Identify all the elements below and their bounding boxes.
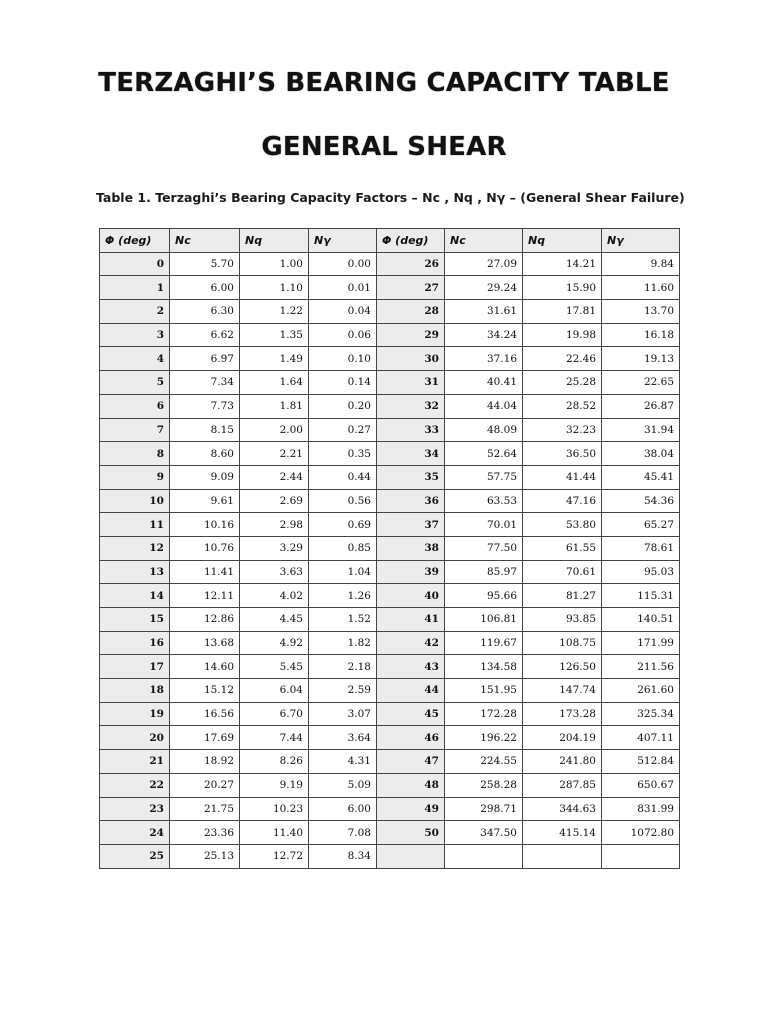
table-header-row <box>100 229 680 253</box>
cell-phi-left: 20 <box>100 726 170 750</box>
cell-nq-left: 4.02 <box>240 584 309 608</box>
cell-ngamma-right: 95.03 <box>602 560 680 584</box>
cell-nc-right: 106.81 <box>445 608 523 632</box>
cell-phi-left: 0 <box>100 252 170 276</box>
cell-nc-right: 48.09 <box>445 418 523 442</box>
cell-nc-left: 18.92 <box>170 750 240 774</box>
cell-nq-right: 25.28 <box>523 371 602 395</box>
cell-ngamma-right: 65.27 <box>602 513 680 537</box>
cell-nq-right: 93.85 <box>523 608 602 632</box>
cell-phi-right: 40 <box>377 584 445 608</box>
cell-nq-left: 1.64 <box>240 371 309 395</box>
cell-phi-left: 6 <box>100 394 170 418</box>
table-row <box>100 489 680 513</box>
cell-nq-right: 32.23 <box>523 418 602 442</box>
cell-nc-left: 6.00 <box>170 276 240 300</box>
cell-nq-left: 1.81 <box>240 394 309 418</box>
cell-phi-left: 15 <box>100 608 170 632</box>
cell-ngamma-right: 9.84 <box>602 252 680 276</box>
cell-phi-left: 12 <box>100 536 170 560</box>
table-row <box>100 773 680 797</box>
cell-ngamma-right: 1072.80 <box>602 821 680 845</box>
cell-phi-right: 26 <box>377 252 445 276</box>
cell-nc-right: 85.97 <box>445 560 523 584</box>
cell-phi-right: 36 <box>377 489 445 513</box>
cell-ngamma-right: 115.31 <box>602 584 680 608</box>
cell-nq-right: 126.50 <box>523 655 602 679</box>
cell-ngamma-left: 2.18 <box>309 655 377 679</box>
cell-nc-left: 21.75 <box>170 797 240 821</box>
table-row <box>100 371 680 395</box>
cell-phi-right <box>377 844 445 868</box>
cell-phi-left: 22 <box>100 773 170 797</box>
cell-nq-right: 108.75 <box>523 631 602 655</box>
cell-nq-left: 6.70 <box>240 702 309 726</box>
cell-phi-right: 28 <box>377 300 445 324</box>
cell-ngamma-left: 3.64 <box>309 726 377 750</box>
cell-nc-left: 7.34 <box>170 371 240 395</box>
cell-nc-right: 31.61 <box>445 300 523 324</box>
cell-nq-right <box>523 844 602 868</box>
cell-ngamma-left: 4.31 <box>309 750 377 774</box>
cell-phi-left: 24 <box>100 821 170 845</box>
cell-nc-right: 77.50 <box>445 536 523 560</box>
header-phi-left: Φ (deg) <box>100 229 170 253</box>
cell-nq-right: 287.85 <box>523 773 602 797</box>
table-row <box>100 418 680 442</box>
bearing-capacity-table <box>99 228 680 869</box>
cell-nq-left: 2.44 <box>240 465 309 489</box>
cell-nq-right: 36.50 <box>523 442 602 466</box>
table-row <box>100 442 680 466</box>
cell-ngamma-right: 325.34 <box>602 702 680 726</box>
table-row <box>100 797 680 821</box>
cell-nc-left: 9.09 <box>170 465 240 489</box>
cell-ngamma-right: 831.99 <box>602 797 680 821</box>
cell-phi-right: 33 <box>377 418 445 442</box>
cell-nq-right: 53.80 <box>523 513 602 537</box>
cell-nq-right: 41.44 <box>523 465 602 489</box>
cell-nq-right: 14.21 <box>523 252 602 276</box>
cell-ngamma-right: 171.99 <box>602 631 680 655</box>
cell-phi-left: 4 <box>100 347 170 371</box>
cell-phi-left: 8 <box>100 442 170 466</box>
cell-ngamma-right: 78.61 <box>602 536 680 560</box>
cell-ngamma-left: 1.82 <box>309 631 377 655</box>
cell-phi-right: 44 <box>377 679 445 703</box>
cell-nc-right: 63.53 <box>445 489 523 513</box>
cell-nq-left: 4.45 <box>240 608 309 632</box>
cell-phi-right: 37 <box>377 513 445 537</box>
cell-ngamma-left: 0.27 <box>309 418 377 442</box>
cell-ngamma-left: 8.34 <box>309 844 377 868</box>
cell-ngamma-right: 22.65 <box>602 371 680 395</box>
cell-nc-left: 12.11 <box>170 584 240 608</box>
cell-ngamma-left: 0.69 <box>309 513 377 537</box>
cell-nc-right: 119.67 <box>445 631 523 655</box>
cell-nq-left: 2.98 <box>240 513 309 537</box>
cell-nc-left: 23.36 <box>170 821 240 845</box>
cell-nq-left: 5.45 <box>240 655 309 679</box>
cell-phi-right: 27 <box>377 276 445 300</box>
cell-phi-right: 32 <box>377 394 445 418</box>
cell-nc-right: 134.58 <box>445 655 523 679</box>
table-row <box>100 394 680 418</box>
cell-ngamma-right: 54.36 <box>602 489 680 513</box>
table-row <box>100 821 680 845</box>
table-row <box>100 844 680 868</box>
cell-nc-right: 224.55 <box>445 750 523 774</box>
cell-nc-right: 44.04 <box>445 394 523 418</box>
cell-phi-left: 1 <box>100 276 170 300</box>
table-row <box>100 702 680 726</box>
cell-phi-left: 23 <box>100 797 170 821</box>
cell-phi-right: 41 <box>377 608 445 632</box>
cell-nc-right: 40.41 <box>445 371 523 395</box>
cell-phi-right: 43 <box>377 655 445 679</box>
cell-nq-left: 2.21 <box>240 442 309 466</box>
cell-ngamma-left: 0.14 <box>309 371 377 395</box>
cell-phi-right: 48 <box>377 773 445 797</box>
cell-nq-left: 2.69 <box>240 489 309 513</box>
cell-phi-right: 47 <box>377 750 445 774</box>
table-row <box>100 323 680 347</box>
cell-nq-right: 241.80 <box>523 750 602 774</box>
cell-phi-right: 45 <box>377 702 445 726</box>
table-row <box>100 347 680 371</box>
cell-nc-left: 12.86 <box>170 608 240 632</box>
cell-ngamma-right: 45.41 <box>602 465 680 489</box>
table-row <box>100 513 680 537</box>
cell-nq-right: 81.27 <box>523 584 602 608</box>
cell-phi-right: 30 <box>377 347 445 371</box>
cell-phi-left: 21 <box>100 750 170 774</box>
cell-nc-left: 20.27 <box>170 773 240 797</box>
cell-nc-left: 6.97 <box>170 347 240 371</box>
cell-ngamma-left: 0.85 <box>309 536 377 560</box>
cell-phi-left: 5 <box>100 371 170 395</box>
cell-nc-right: 37.16 <box>445 347 523 371</box>
cell-phi-left: 25 <box>100 844 170 868</box>
cell-nq-right: 344.63 <box>523 797 602 821</box>
cell-ngamma-left: 6.00 <box>309 797 377 821</box>
cell-nc-right: 52.64 <box>445 442 523 466</box>
cell-nq-left: 3.29 <box>240 536 309 560</box>
cell-ngamma-left: 0.06 <box>309 323 377 347</box>
page-title: TERZAGHI’S BEARING CAPACITY TABLE <box>98 68 670 98</box>
cell-nq-right: 17.81 <box>523 300 602 324</box>
cell-nq-right: 204.19 <box>523 726 602 750</box>
cell-ngamma-right: 407.11 <box>602 726 680 750</box>
cell-nc-right: 95.66 <box>445 584 523 608</box>
table-row <box>100 655 680 679</box>
cell-ngamma-left: 0.00 <box>309 252 377 276</box>
cell-nc-left: 6.62 <box>170 323 240 347</box>
cell-nq-right: 415.14 <box>523 821 602 845</box>
cell-nc-right: 196.22 <box>445 726 523 750</box>
cell-nq-left: 1.35 <box>240 323 309 347</box>
cell-phi-left: 16 <box>100 631 170 655</box>
cell-nc-right: 70.01 <box>445 513 523 537</box>
table-row <box>100 536 680 560</box>
cell-ngamma-left: 7.08 <box>309 821 377 845</box>
table-caption: Table 1. Terzaghi’s Bearing Capacity Factors – Nc , Nq , Nγ – (General Shear Failure) <box>96 190 685 205</box>
cell-phi-right: 38 <box>377 536 445 560</box>
table-row <box>100 300 680 324</box>
cell-nc-left: 17.69 <box>170 726 240 750</box>
table-row <box>100 679 680 703</box>
cell-ngamma-right: 31.94 <box>602 418 680 442</box>
cell-phi-right: 35 <box>377 465 445 489</box>
cell-nq-right: 15.90 <box>523 276 602 300</box>
cell-phi-right: 34 <box>377 442 445 466</box>
cell-nc-left: 16.56 <box>170 702 240 726</box>
cell-ngamma-right: 13.70 <box>602 300 680 324</box>
cell-ngamma-right: 650.67 <box>602 773 680 797</box>
page-subtitle: GENERAL SHEAR <box>261 132 507 162</box>
header-nq-right: Nq <box>523 229 602 253</box>
cell-ngamma-left: 3.07 <box>309 702 377 726</box>
cell-phi-right: 29 <box>377 323 445 347</box>
cell-ngamma-left: 1.04 <box>309 560 377 584</box>
cell-ngamma-right: 140.51 <box>602 608 680 632</box>
cell-ngamma-right: 16.18 <box>602 323 680 347</box>
cell-phi-left: 14 <box>100 584 170 608</box>
cell-ngamma-right: 11.60 <box>602 276 680 300</box>
cell-nq-right: 173.28 <box>523 702 602 726</box>
cell-nc-left: 10.16 <box>170 513 240 537</box>
cell-phi-right: 39 <box>377 560 445 584</box>
cell-nc-left: 8.60 <box>170 442 240 466</box>
cell-phi-right: 50 <box>377 821 445 845</box>
header-nc-left: Nc <box>170 229 240 253</box>
cell-nq-right: 147.74 <box>523 679 602 703</box>
cell-ngamma-left: 1.52 <box>309 608 377 632</box>
cell-ngamma-left: 1.26 <box>309 584 377 608</box>
cell-nq-left: 12.72 <box>240 844 309 868</box>
cell-nc-left: 15.12 <box>170 679 240 703</box>
table-row <box>100 750 680 774</box>
cell-ngamma-right <box>602 844 680 868</box>
cell-nc-left: 11.41 <box>170 560 240 584</box>
cell-ngamma-left: 0.35 <box>309 442 377 466</box>
cell-ngamma-right: 512.84 <box>602 750 680 774</box>
cell-ngamma-left: 2.59 <box>309 679 377 703</box>
table-row <box>100 726 680 750</box>
cell-nq-right: 70.61 <box>523 560 602 584</box>
cell-ngamma-right: 38.04 <box>602 442 680 466</box>
cell-nq-right: 47.16 <box>523 489 602 513</box>
cell-nc-left: 14.60 <box>170 655 240 679</box>
cell-phi-left: 2 <box>100 300 170 324</box>
cell-nq-left: 6.04 <box>240 679 309 703</box>
cell-nq-right: 28.52 <box>523 394 602 418</box>
cell-phi-left: 9 <box>100 465 170 489</box>
cell-nc-right: 298.71 <box>445 797 523 821</box>
cell-nq-left: 10.23 <box>240 797 309 821</box>
cell-nc-left: 7.73 <box>170 394 240 418</box>
cell-ngamma-left: 0.20 <box>309 394 377 418</box>
cell-ngamma-left: 0.10 <box>309 347 377 371</box>
table-row <box>100 465 680 489</box>
cell-nq-left: 11.40 <box>240 821 309 845</box>
cell-phi-left: 10 <box>100 489 170 513</box>
cell-nq-left: 1.00 <box>240 252 309 276</box>
cell-nc-right <box>445 844 523 868</box>
cell-nc-right: 258.28 <box>445 773 523 797</box>
cell-nq-right: 22.46 <box>523 347 602 371</box>
cell-phi-left: 11 <box>100 513 170 537</box>
cell-phi-left: 3 <box>100 323 170 347</box>
header-nc-right: Nc <box>445 229 523 253</box>
cell-phi-right: 49 <box>377 797 445 821</box>
cell-nq-left: 3.63 <box>240 560 309 584</box>
cell-phi-right: 42 <box>377 631 445 655</box>
table-row <box>100 560 680 584</box>
cell-nc-right: 151.95 <box>445 679 523 703</box>
cell-nq-left: 1.49 <box>240 347 309 371</box>
cell-nc-left: 5.70 <box>170 252 240 276</box>
cell-nc-left: 9.61 <box>170 489 240 513</box>
cell-nc-left: 6.30 <box>170 300 240 324</box>
header-phi-right: Φ (deg) <box>377 229 445 253</box>
cell-nq-left: 1.22 <box>240 300 309 324</box>
cell-nq-left: 2.00 <box>240 418 309 442</box>
cell-ngamma-left: 0.04 <box>309 300 377 324</box>
cell-phi-left: 18 <box>100 679 170 703</box>
cell-nq-right: 61.55 <box>523 536 602 560</box>
header-ngamma-right: Nγ <box>602 229 680 253</box>
header-nq-left: Nq <box>240 229 309 253</box>
table-row <box>100 584 680 608</box>
cell-ngamma-left: 0.01 <box>309 276 377 300</box>
cell-nc-left: 10.76 <box>170 536 240 560</box>
cell-ngamma-right: 261.60 <box>602 679 680 703</box>
table-row <box>100 631 680 655</box>
table-row <box>100 276 680 300</box>
cell-phi-left: 7 <box>100 418 170 442</box>
cell-nc-right: 172.28 <box>445 702 523 726</box>
cell-nc-left: 25.13 <box>170 844 240 868</box>
cell-nq-left: 9.19 <box>240 773 309 797</box>
cell-ngamma-left: 5.09 <box>309 773 377 797</box>
cell-phi-left: 19 <box>100 702 170 726</box>
header-ngamma-left: Nγ <box>309 229 377 253</box>
cell-ngamma-right: 26.87 <box>602 394 680 418</box>
cell-nq-left: 4.92 <box>240 631 309 655</box>
cell-nq-left: 1.10 <box>240 276 309 300</box>
cell-ngamma-left: 0.44 <box>309 465 377 489</box>
cell-phi-right: 46 <box>377 726 445 750</box>
cell-nc-right: 347.50 <box>445 821 523 845</box>
cell-phi-left: 13 <box>100 560 170 584</box>
table-row <box>100 608 680 632</box>
cell-phi-right: 31 <box>377 371 445 395</box>
cell-phi-left: 17 <box>100 655 170 679</box>
cell-nc-left: 13.68 <box>170 631 240 655</box>
cell-nc-right: 27.09 <box>445 252 523 276</box>
cell-nq-left: 7.44 <box>240 726 309 750</box>
cell-ngamma-right: 19.13 <box>602 347 680 371</box>
cell-nc-right: 29.24 <box>445 276 523 300</box>
table-row <box>100 252 680 276</box>
cell-nq-right: 19.98 <box>523 323 602 347</box>
cell-nc-right: 34.24 <box>445 323 523 347</box>
cell-nq-left: 8.26 <box>240 750 309 774</box>
cell-nc-left: 8.15 <box>170 418 240 442</box>
cell-ngamma-left: 0.56 <box>309 489 377 513</box>
cell-ngamma-right: 211.56 <box>602 655 680 679</box>
cell-nc-right: 57.75 <box>445 465 523 489</box>
